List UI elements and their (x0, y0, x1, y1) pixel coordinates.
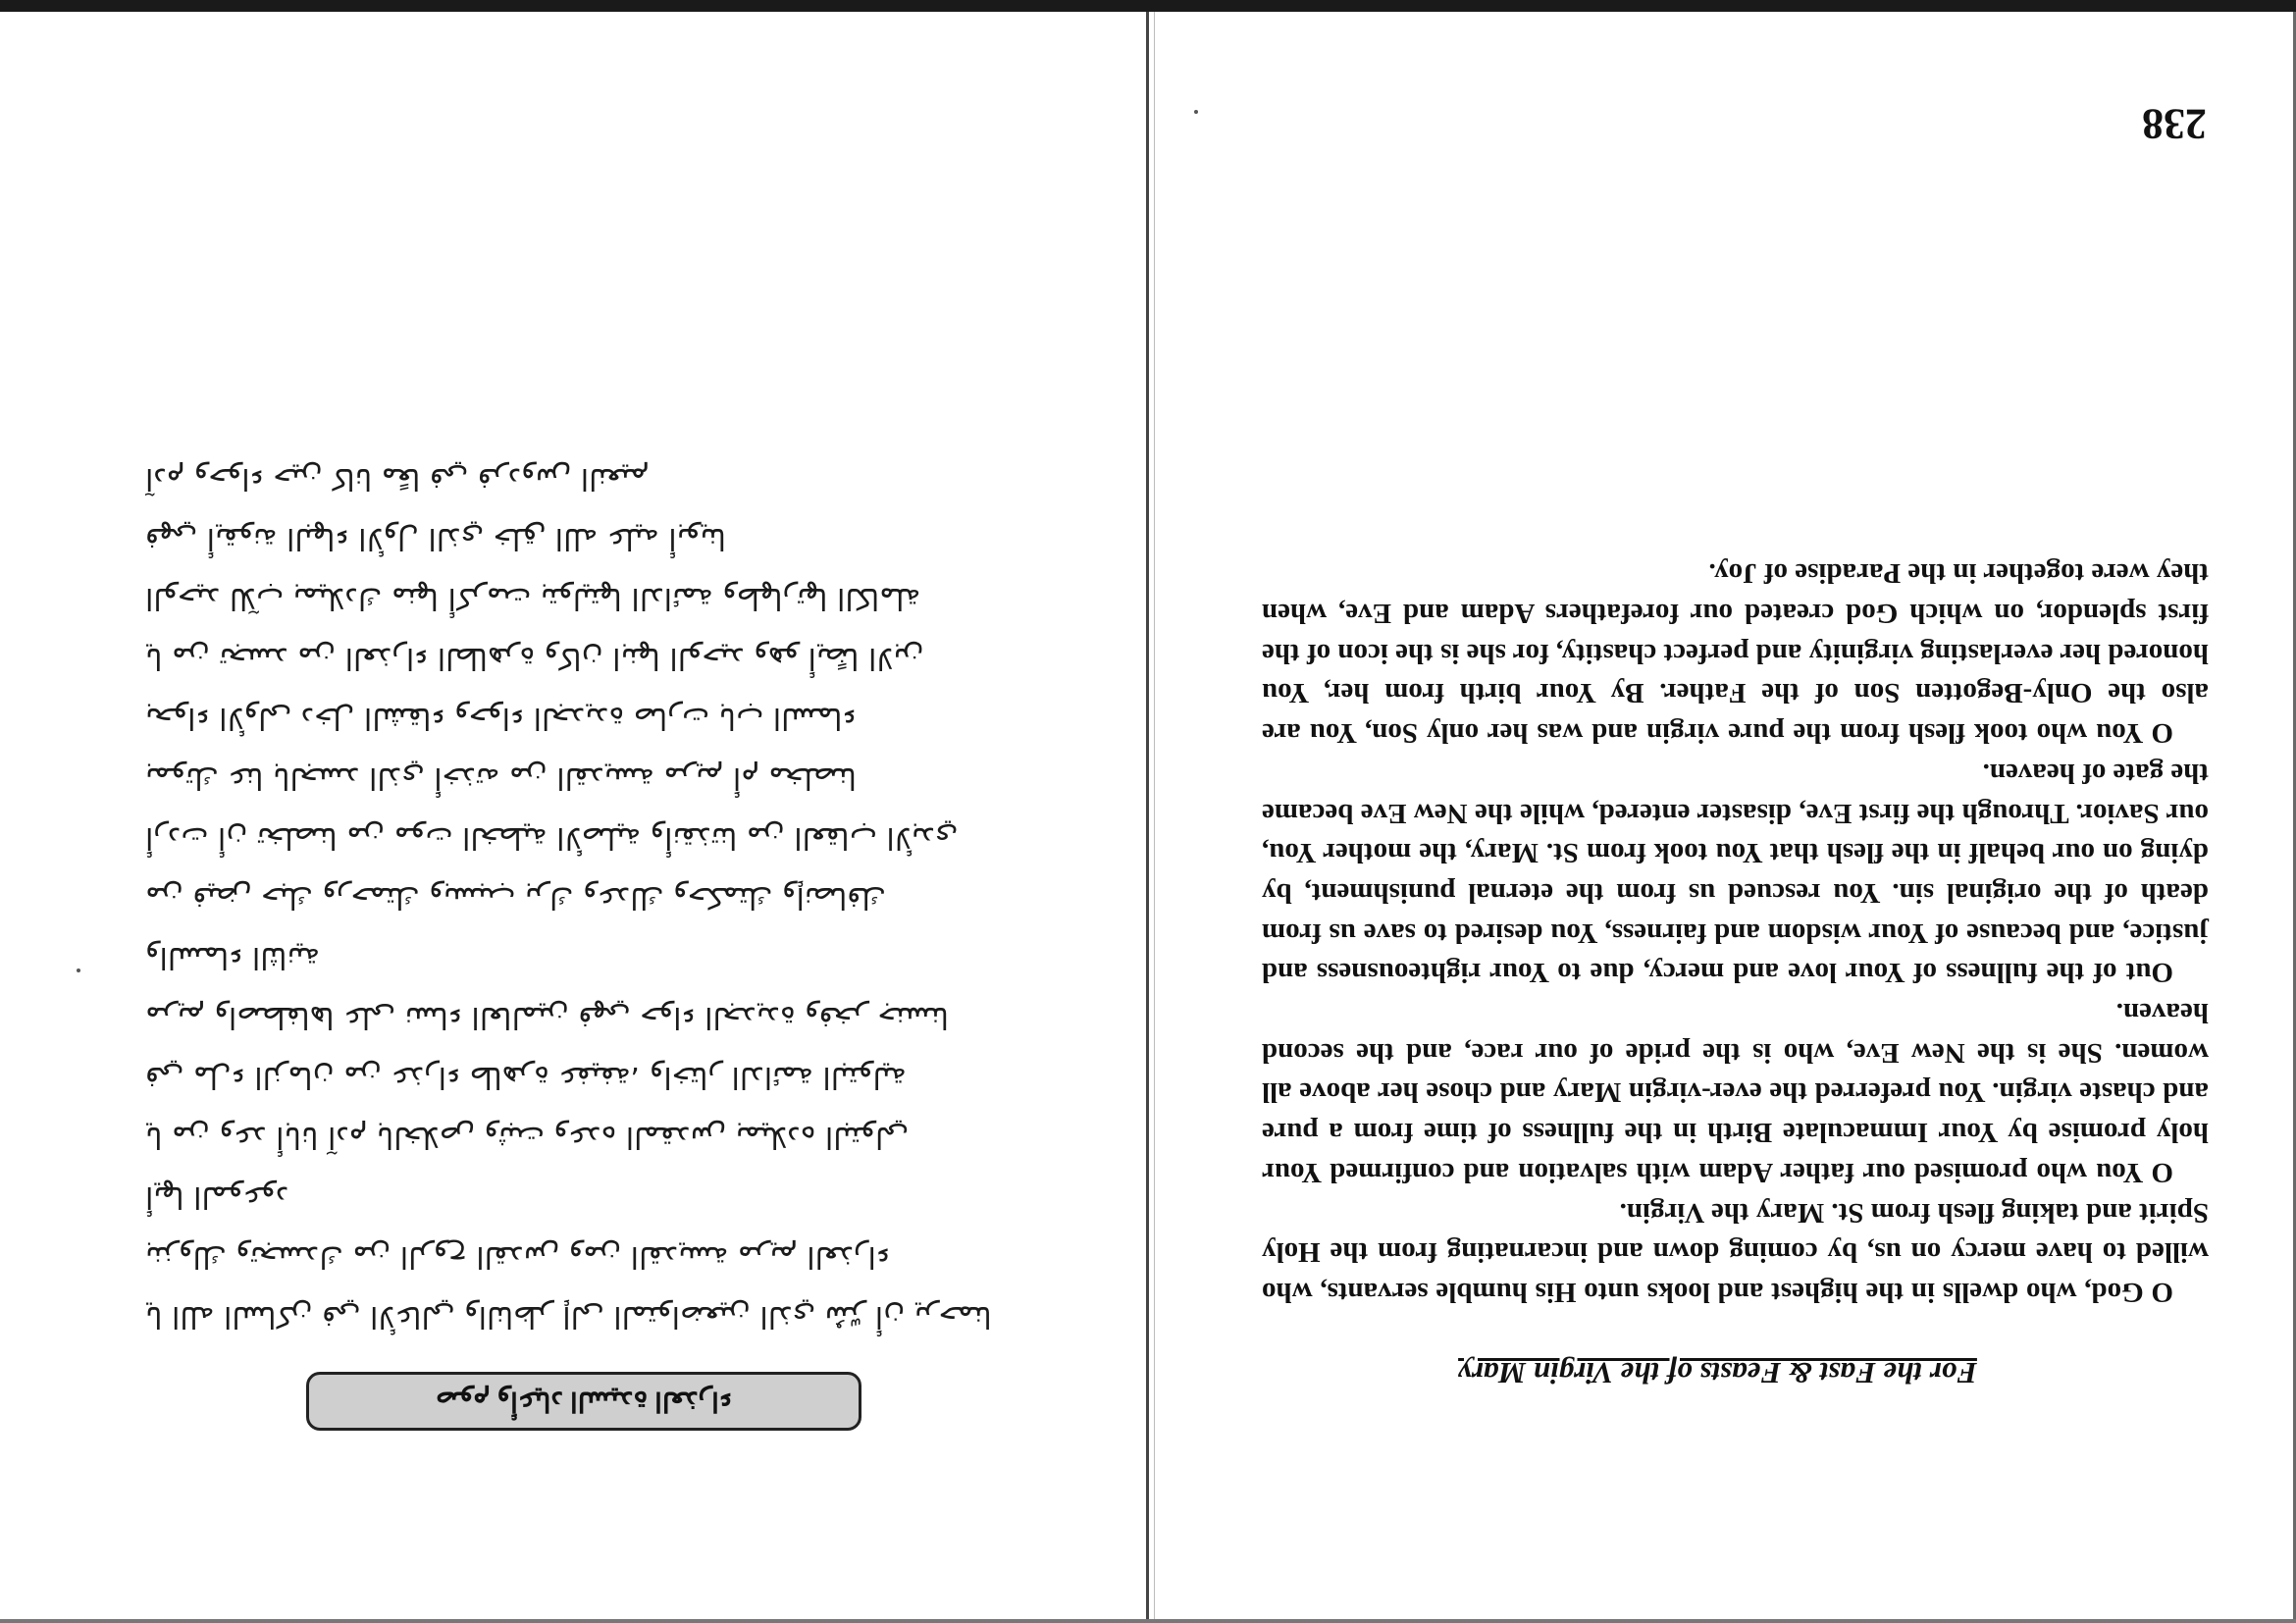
scan-speck (1194, 110, 1198, 114)
prayer-text (1262, 553, 2209, 1312)
text-line: أردت أن تخلصنا من موت الخطية الأصلية وأنقذتنا من العقاب الأبدي (145, 820, 959, 855)
paragraph: Out of the fullness of Your love and mercy, due to Your righteousness and justice, and because of Your wisdom and fairness, You desired to save us from death of the original sin. You rescued us from the eternal punishment, by dying on our behalf in the flesh that You took from St. Mary, the mother You, our Savior. Through the first Eve, disaster entered, while the New Eve became the gate of heaven. (1262, 757, 2209, 989)
text-line: يا من تجسد من العذراء الطاهرة وكان ابنها الوحيد وهو أيضًا الابن (145, 641, 924, 675)
script-text-block (145, 448, 1009, 1346)
text-line: فهي أيقونة البهاء الأول الذي خلق الله عليه أبوينا (145, 521, 726, 555)
page-number: 238 (2142, 100, 2207, 148)
text-line: بنزولك وتجسدك من الروح القدس ومن القديسة مريم العذراء (145, 1239, 890, 1274)
text-line: بموتك عنا بالجسد الذي أخذته من القديسة مريم أم مخلصنا (145, 760, 857, 795)
left-page-content (0, 12, 1146, 1621)
text-line: من فيض حبك ورحمتك وبسبب برك وعدلك وحكمتك وإنصافك (145, 880, 886, 915)
text-line: أيها الموعود (145, 1179, 289, 1214)
text-line: والسماء الثانية (145, 940, 321, 974)
text-line: في ملء الزمان من عذراء طاهرة عفيفة، واختار الدائمة البتولية (145, 1060, 907, 1094)
scan-top-bar (0, 0, 2296, 12)
page-bottom-edge (0, 1619, 2296, 1623)
right-page (1155, 12, 2293, 1621)
right-page-content (1155, 12, 2293, 1621)
text-line: آدم وحواء حين كانا معًا في فردوس النعيم (145, 461, 650, 496)
left-page (0, 12, 1146, 1621)
section-banner: صوم وأعياد السيدة العذراء (306, 1372, 861, 1431)
paragraph: O God, who dwells in the highest and looks unto His humble servants, who willed to have mercy on us, by coming down and incarnating from the Holy Spirit and taking flesh from St. Mary the Virgin. (1262, 1196, 2209, 1308)
scan-speck (77, 969, 80, 972)
book-spine (1146, 12, 1149, 1621)
section-title: For the Fast & Feasts of the Virgin Mary (1458, 1356, 1977, 1390)
text-line: الوحيد للآب بميلادك منها أكرمت بتوليتها الدائمة وطهارتها الكاملة (145, 581, 921, 615)
text-line: بحواء الأولى دخل الشقاء وحواء الجديدة صارت باب السماء (145, 701, 857, 735)
text-line: يا الله الساكن في الأعالي والناظر إلى المتواضعين الذي سُرّ أن يرحمنا (145, 1299, 992, 1334)
paragraph: O You who took flesh from the pure virgin and was her only Son, You are also the Only-Begotten Son of the Father. By Your birth from her, You honored her everlasting virginity and perfect chastity, for she is the icon of the first splendor, on which God created our forefathers Adam and Eve, when they were together in the Paradise of Joy. (1262, 557, 2209, 750)
text-line: يا من وعد أبانا آدم بالخلاص وثبت وعده المقدس بميلاده البتولي (145, 1120, 910, 1154)
paragraph: O You who promised our father Adam with salvation and confirmed Your holy promise by Your Immaculate Birth in the fullness of time from a pure and chaste virgin. You preferred the ever-virgin Mary and chose her above all women. She is the New Eve, who is the pride of our race, and the second heaven. (1262, 997, 2209, 1188)
text-line: مريم واصطفاها على نساء العالمين فهي حواء الجديدة وفخر جنسنا (145, 1000, 949, 1034)
